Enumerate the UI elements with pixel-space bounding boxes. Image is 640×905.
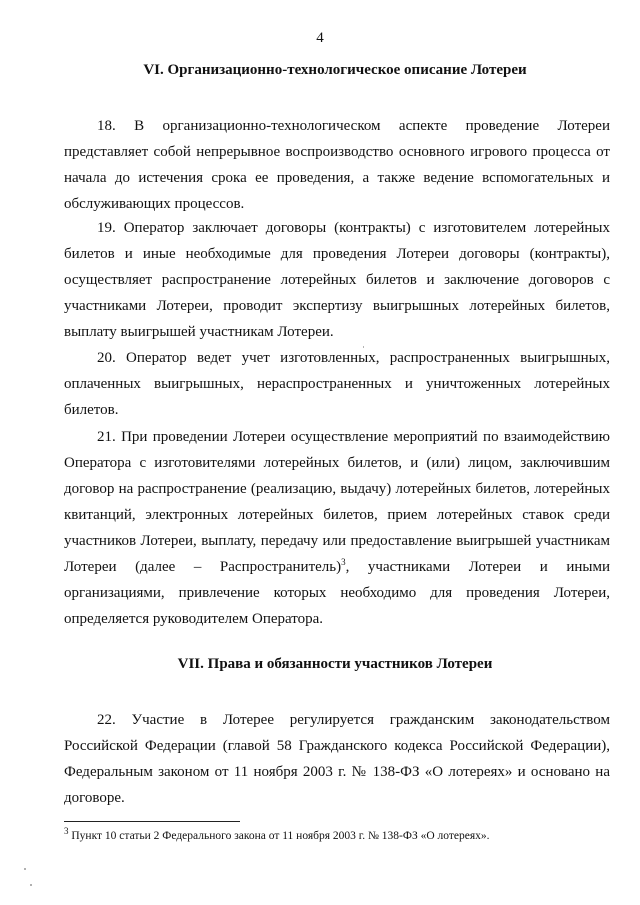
- paragraph-21-text-start: 21. При проведении Лотереи осуществление мероприятий по взаимодействию Оператора с изготовителями лотерейных билетов, и (или) лицом, заключившим договор на распространение (реализацию, выдачу) лотерейных билетов, лотерейных квитанций, электронных лотерейных билетов, прием лотерейных ставок среди участников Лотереи, выплату, передачу или предоставление выигрышей участникам Лотереи (далее – Распространитель): [64, 429, 610, 575]
- section-heading-vii: VII. Права и обязанности участников Лотереи: [177, 656, 493, 672]
- paragraph-20: 20. Оператор ведет учет изготовленных, распространенных выигрышных, оплаченных выигрышных, нераспространенных и уничтоженных лотерейных билетов.: [64, 350, 610, 418]
- paragraph-19: 19. Оператор заключает договоры (контракты) с изготовителем лотерейных билетов и иные необходимые для проведения Лотереи договоры (контракты), осуществляет распространение лотерейных билетов и заключение договоров с участниками Лотереи, проводит экспертизу выигрышных лотерейных билетов, выплату выигрышей участникам Лотереи.: [64, 220, 610, 340]
- footnote-text: Пункт 10 статьи 2 Федерального закона от 11 ноября 2003 г. № 138-ФЗ «О лотереях».: [68, 830, 490, 842]
- paragraph-21-text-end: , участниками Лотереи и иными организациями, привлечение которых необходимо для проведения Лотереи, определяется руководителем Оператора.: [64, 559, 610, 627]
- paragraph-21: [64, 424, 610, 632]
- footnote: [64, 828, 610, 844]
- scan-speck: [24, 868, 26, 870]
- footnote-divider: [64, 821, 240, 822]
- paragraph-22: 22. Участие в Лотерее регулируется гражданским законодательством Российской Федерации (главой 58 Гражданского кодекса Российской Федерации), Федеральным законом от 11 ноября 2003 г. № 138-ФЗ «О лотереях» и основано на договоре.: [64, 712, 610, 806]
- scan-speck: [363, 346, 364, 348]
- page-number: 4: [316, 30, 324, 46]
- scan-speck: [30, 884, 32, 886]
- footnote-mark: 3: [64, 826, 69, 837]
- section-heading-vi: VI. Организационно-технологическое описание Лотереи: [143, 62, 527, 78]
- paragraph-18: 18. В организационно-технологическом аспекте проведение Лотереи представляет собой непрерывное воспроизводство основного игрового процесса от начала до истечения срока ее проведения, а также ведение вспомогательных и обслуживающих процессов.: [64, 118, 610, 212]
- footnote-reference: 3: [341, 557, 346, 567]
